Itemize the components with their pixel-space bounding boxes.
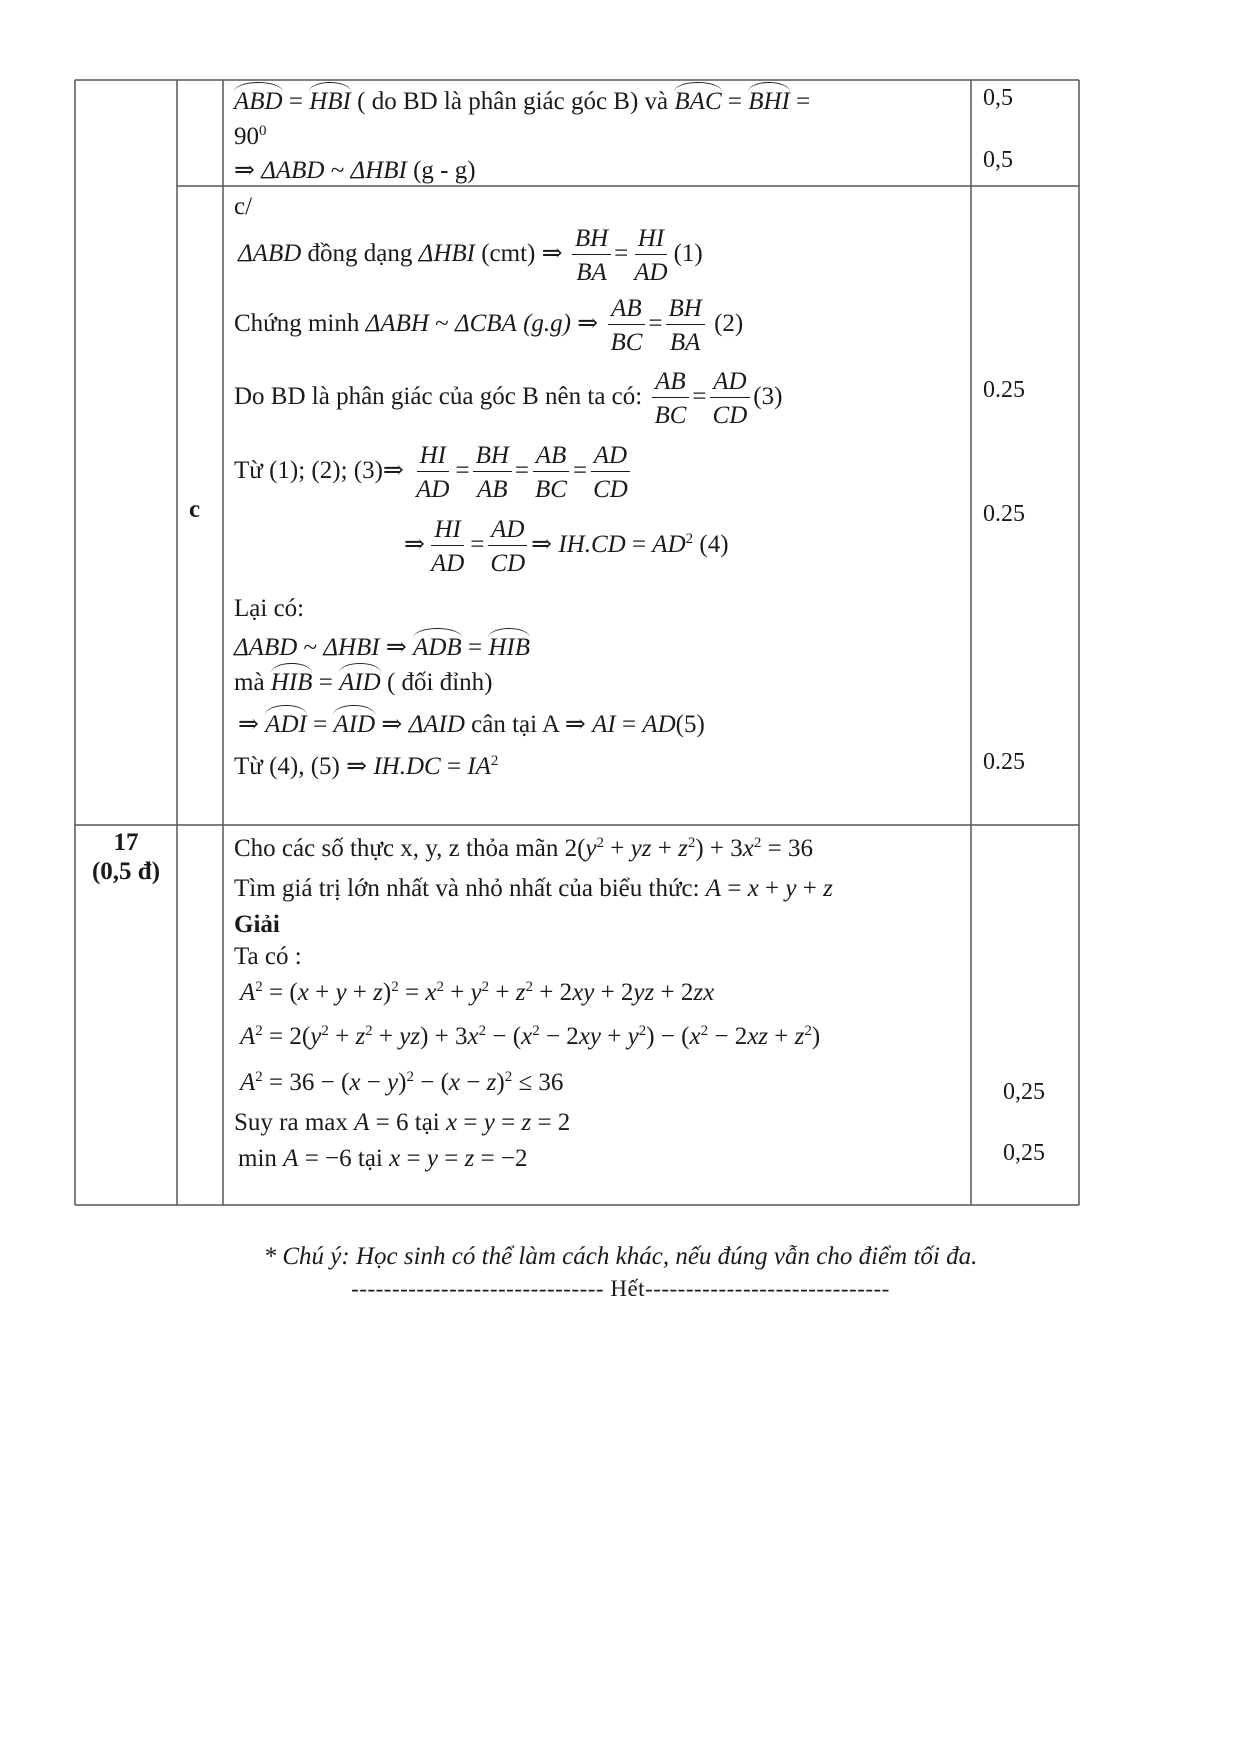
step8-vertical-angles: mà HIB = AID ( đối đỉnh) <box>234 669 493 696</box>
step1-ratio-1: ΔABD đồng dạng ΔHBI (cmt) ⇒ $\frac{BH}{BA}$ = $\frac{HI}{AD}$ (1) <box>238 225 703 286</box>
q17-problem-line2: Tìm giá trị lớn nhất và nhỏ nhất của biểu thức: A = x + y + z <box>234 875 833 902</box>
part-c-heading: c/ <box>234 193 253 220</box>
step6-intro: Lại có: <box>234 595 305 622</box>
q17-problem-line1: Cho các số thực x, y, z thỏa mãn $2(y^2$ + yz + $z^2) + 3x^2 = 36$ <box>234 835 813 862</box>
step2-ratio-2: Chứng minh ΔABH ~ ΔCBA (g.g) ⇒ $\frac{AB}{BC}$ = $\frac{BH}{BA}$ (2) <box>234 295 744 356</box>
q17-max-result: Suy ra max A = 6 tại x = y = z = 2 <box>234 1109 571 1136</box>
step3-bisector-ratio: Do BD là phân giác của góc B nên ta có: $\frac{AB}{BC}$ = $\frac{AD}{CD}$ (3) <box>234 368 783 429</box>
row3-score-2: 0,25 <box>1003 1140 1045 1166</box>
step4-chain-ratio: Từ (1); (2); (3)⇒ $\frac{HI}{AD}$ = $\frac{BH}{AB}$ = $\frac{AB}{BC}$ = $\frac{AD}{CD}$ <box>234 443 634 502</box>
q17-solution-intro: Ta có : <box>234 943 302 970</box>
row1-line2-angle: $90^0$ <box>234 123 267 150</box>
q17-equation-2: $A^2 = 2(y^2 + z^2 + yz) + 3x^2 - (x^2 - 2xy + y^2) - (x^2 - 2xz + z^2)$ <box>240 1023 821 1050</box>
end-marker: ------------------------------- Hết------------------------------ <box>351 1276 890 1301</box>
sub-question-label: c <box>189 496 201 523</box>
row2-score-1: 0.25 <box>983 377 1025 403</box>
step7-angle-equality: ΔABD ~ ΔHBI ⇒ ADB = HIB <box>234 634 530 661</box>
row2-score-3: 0.25 <box>983 749 1025 775</box>
q17-min-result: min A = −6 tại x = y = z = −2 <box>238 1145 528 1172</box>
q17-equation-3: $A^2 = 36 - (x - y)^2 - (x - z)^2 \le 36$ <box>240 1069 564 1096</box>
step5-product: ⇒ $\frac{HI}{AD}$ = $\frac{AD}{CD}$ ⇒ $IH.CD = AD^2$ (4) <box>404 516 729 577</box>
row2-score-2: 0.25 <box>983 501 1025 527</box>
question-number: 17 (0,5 đ) <box>91 829 161 885</box>
q17-solution-heading: Giải <box>234 911 280 938</box>
footer-note: * Chú ý: Học sinh có thể làm cách khác, nếu đúng vẫn cho điểm tối đa. <box>263 1243 978 1270</box>
step9-isosceles: ⇒ ADI = AID ⇒ ΔAID cân tại A ⇒ AI = AD(5) <box>238 711 705 738</box>
row1-score-2: 0,5 <box>983 147 1013 173</box>
row1-score-1: 0,5 <box>983 85 1013 111</box>
step10-conclusion: Từ (4), (5) ⇒ $IH.DC = IA^2$ <box>234 753 499 780</box>
row1-line1: ABD = HBI ( do BD là phân giác góc B) và BAC = BHI = <box>234 88 811 115</box>
q17-equation-1: $A^2 = (x + y + z)^2 = x^2 + y^2 + z^2 + 2xy + 2yz + 2zx$ <box>240 979 715 1006</box>
row3-score-1: 0,25 <box>1003 1079 1045 1105</box>
row1-line3-similarity: ⇒ ΔABD ~ ΔHBI (g - g) <box>234 157 476 184</box>
